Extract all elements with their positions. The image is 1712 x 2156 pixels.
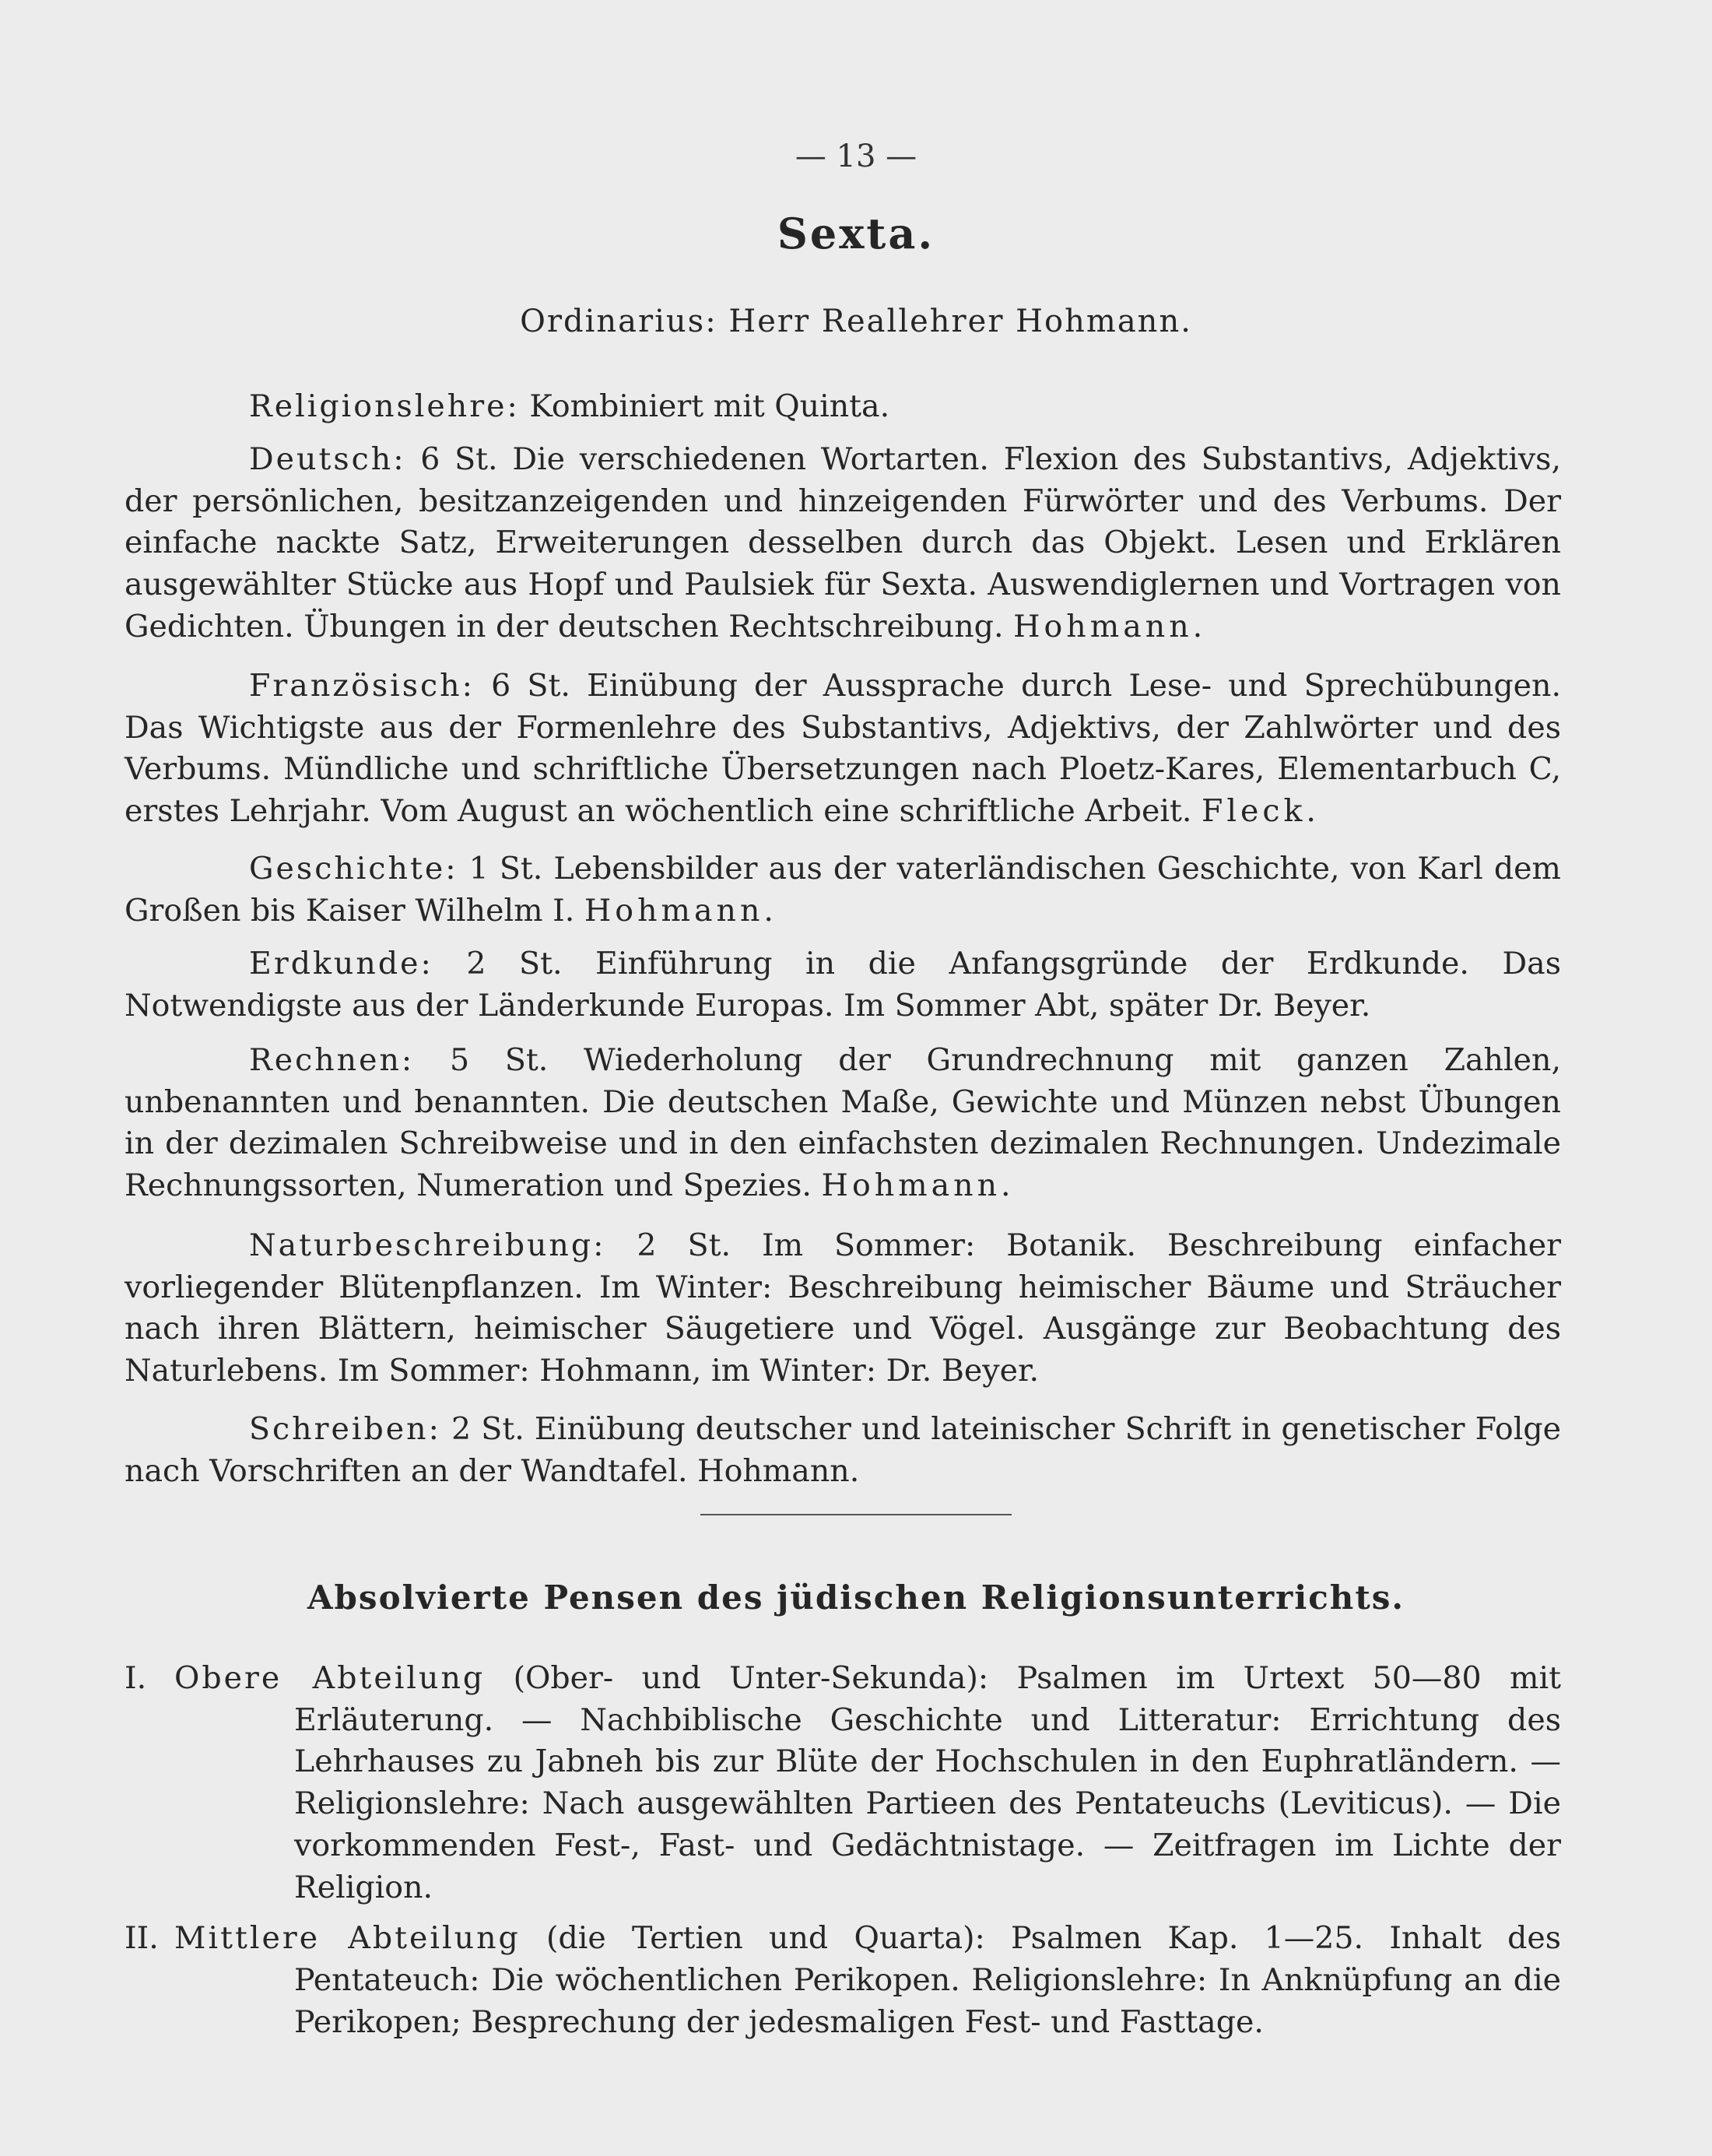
subject-teacher: Hohmann. (821, 1168, 1015, 1204)
subject-text: 2 St. Einführung in die Anfangsgründe der Erdkunde. Das Notwendigste aus der Länderkunde Europas. Im Sommer Abt, später Dr. Beyer. (125, 946, 1561, 1024)
subject-text: 5 St. Wiederholung der Grundrechnung mit ganzen Zahlen, unbenannten und benannten. Die deutschen Maße, Gewichte und Münzen nebst Übungen in der dezimalen Schreibweise und in den einfachsten dezimalen Rechnungen. Undezimale Rechnungssorten, Numeration und Spezies. (125, 1042, 1562, 1204)
level-number: II. (125, 1920, 159, 1957)
subject-teacher: Hohmann. (697, 1452, 860, 1489)
subject-teacher: Fleck. (1201, 793, 1320, 830)
level-text: (die Tertien und Quarta): Psalmen Kap. 1—25. Inhalt des Pentateuch: Die wöchentlichen Perikopen. Religionslehre: In Anknüpfung an die Perikopen; Besprechung der jedesmaligen Fest- und Fasttage. (294, 1920, 1562, 2040)
level-number: I. (125, 1660, 147, 1696)
subject-franzoesisch (125, 665, 1561, 833)
section-title: Absolvierte Pensen des jüdischen Religionsunterrichts. (307, 1578, 1405, 1617)
subject-geschichte (125, 848, 1561, 932)
subject-religion (125, 386, 1561, 428)
subject-text: 2 St. Im Sommer: Botanik. Beschreibung einfacher vorliegender Blütenpflanzen. Im Winter: Beschreibung heimischer Bäume und Sträucher nach ihren Blättern, heimischer Säugetiere und Vögel. Ausgänge zur Beobachtung des Naturlebens. Im Sommer: Hohmann, im Winter: Dr. Beyer. (125, 1227, 1561, 1389)
subject-teacher: Hohmann. (584, 892, 777, 929)
level-head: Mittlere Abteilung (174, 1920, 521, 1957)
subject-label: Rechnen: (249, 1042, 415, 1078)
level-item (125, 1658, 1561, 1908)
section-divider (700, 1514, 1012, 1515)
subject-rechnen (125, 1040, 1561, 1207)
subject-naturbeschreibung (125, 1225, 1561, 1392)
subject-text: 2 St. Einübung deutscher und lateinischer Schrift in genetischer Folge nach Vorschriften an der Wandtafel. (125, 1411, 1561, 1489)
subject-label: Religionslehre: (249, 388, 520, 424)
subject-label: Geschichte: (249, 851, 458, 887)
page-number: — 13 — (795, 139, 917, 174)
subject-label: Naturbeschreibung: (249, 1227, 606, 1263)
subject-text: Kombiniert mit Quinta. (529, 388, 890, 424)
ordinarius-line: Ordinarius: Herr Reallehrer Hohmann. (520, 304, 1192, 339)
page-title: Sexta. (777, 209, 935, 258)
subject-label: Schreiben: (249, 1411, 441, 1447)
subject-erdkunde (125, 943, 1561, 1027)
subject-teacher: Hohmann. (1013, 608, 1207, 644)
subject-deutsch (125, 439, 1561, 648)
levels-list (125, 1658, 1561, 2043)
level-text: (Ober- und Unter-Sekunda): Psalmen im Urtext 50—80 mit Erläuterung. — Nachbiblische Geschichte und Litteratur: Errichtung des Lehrhauses zu Jabneh bis zur Blüte der Hochschulen in den Euphratländern. — Religionslehre: Nach ausgewählten Partieen des Pentateuchs (Leviticus). — Die vorkommenden Fest-, Fast- und Gedächtnistage. — Zeitfragen im Lichte der Religion. (294, 1660, 1562, 1905)
subject-label: Erdkunde: (249, 946, 433, 981)
level-item (125, 1918, 1561, 2043)
subject-text: 1 St. Lebensbilder aus der vaterländischen Geschichte, von Karl dem Großen bis Kaiser Wilhelm I. (125, 851, 1561, 929)
level-head: Obere Abteilung (174, 1660, 486, 1696)
subject-text: 6 St. Die verschiedenen Wortarten. Flexion des Substantivs, Adjektivs, der persönlichen, besitzanzeigenden und hinzeigenden Fürwörter und des Verbums. Der einfache nackte Satz, Erweiterungen desselben durch das Objekt. Lesen und Erklären ausgewählter Stücke aus Hopf und Paulsiek für Sexta. Auswendiglernen und Vortragen von Gedichten. Übungen in der deutschen Rechtschreibung. (125, 441, 1561, 644)
subject-label: Französisch: (249, 668, 475, 704)
subject-label: Deutsch: (249, 441, 406, 477)
subject-text: 6 St. Einübung der Aussprache durch Lese- und Sprechübungen. Das Wichtigste aus der Formenlehre des Substantivs, Adjektivs, der Zahlwörter und des Verbums. Mündliche und schriftliche Übersetzungen nach Ploetz-Kares, Elementarbuch C, erstes Lehrjahr. Vom August an wöchentlich eine schriftliche Arbeit. (125, 668, 1561, 830)
subject-schreiben (125, 1409, 1561, 1492)
